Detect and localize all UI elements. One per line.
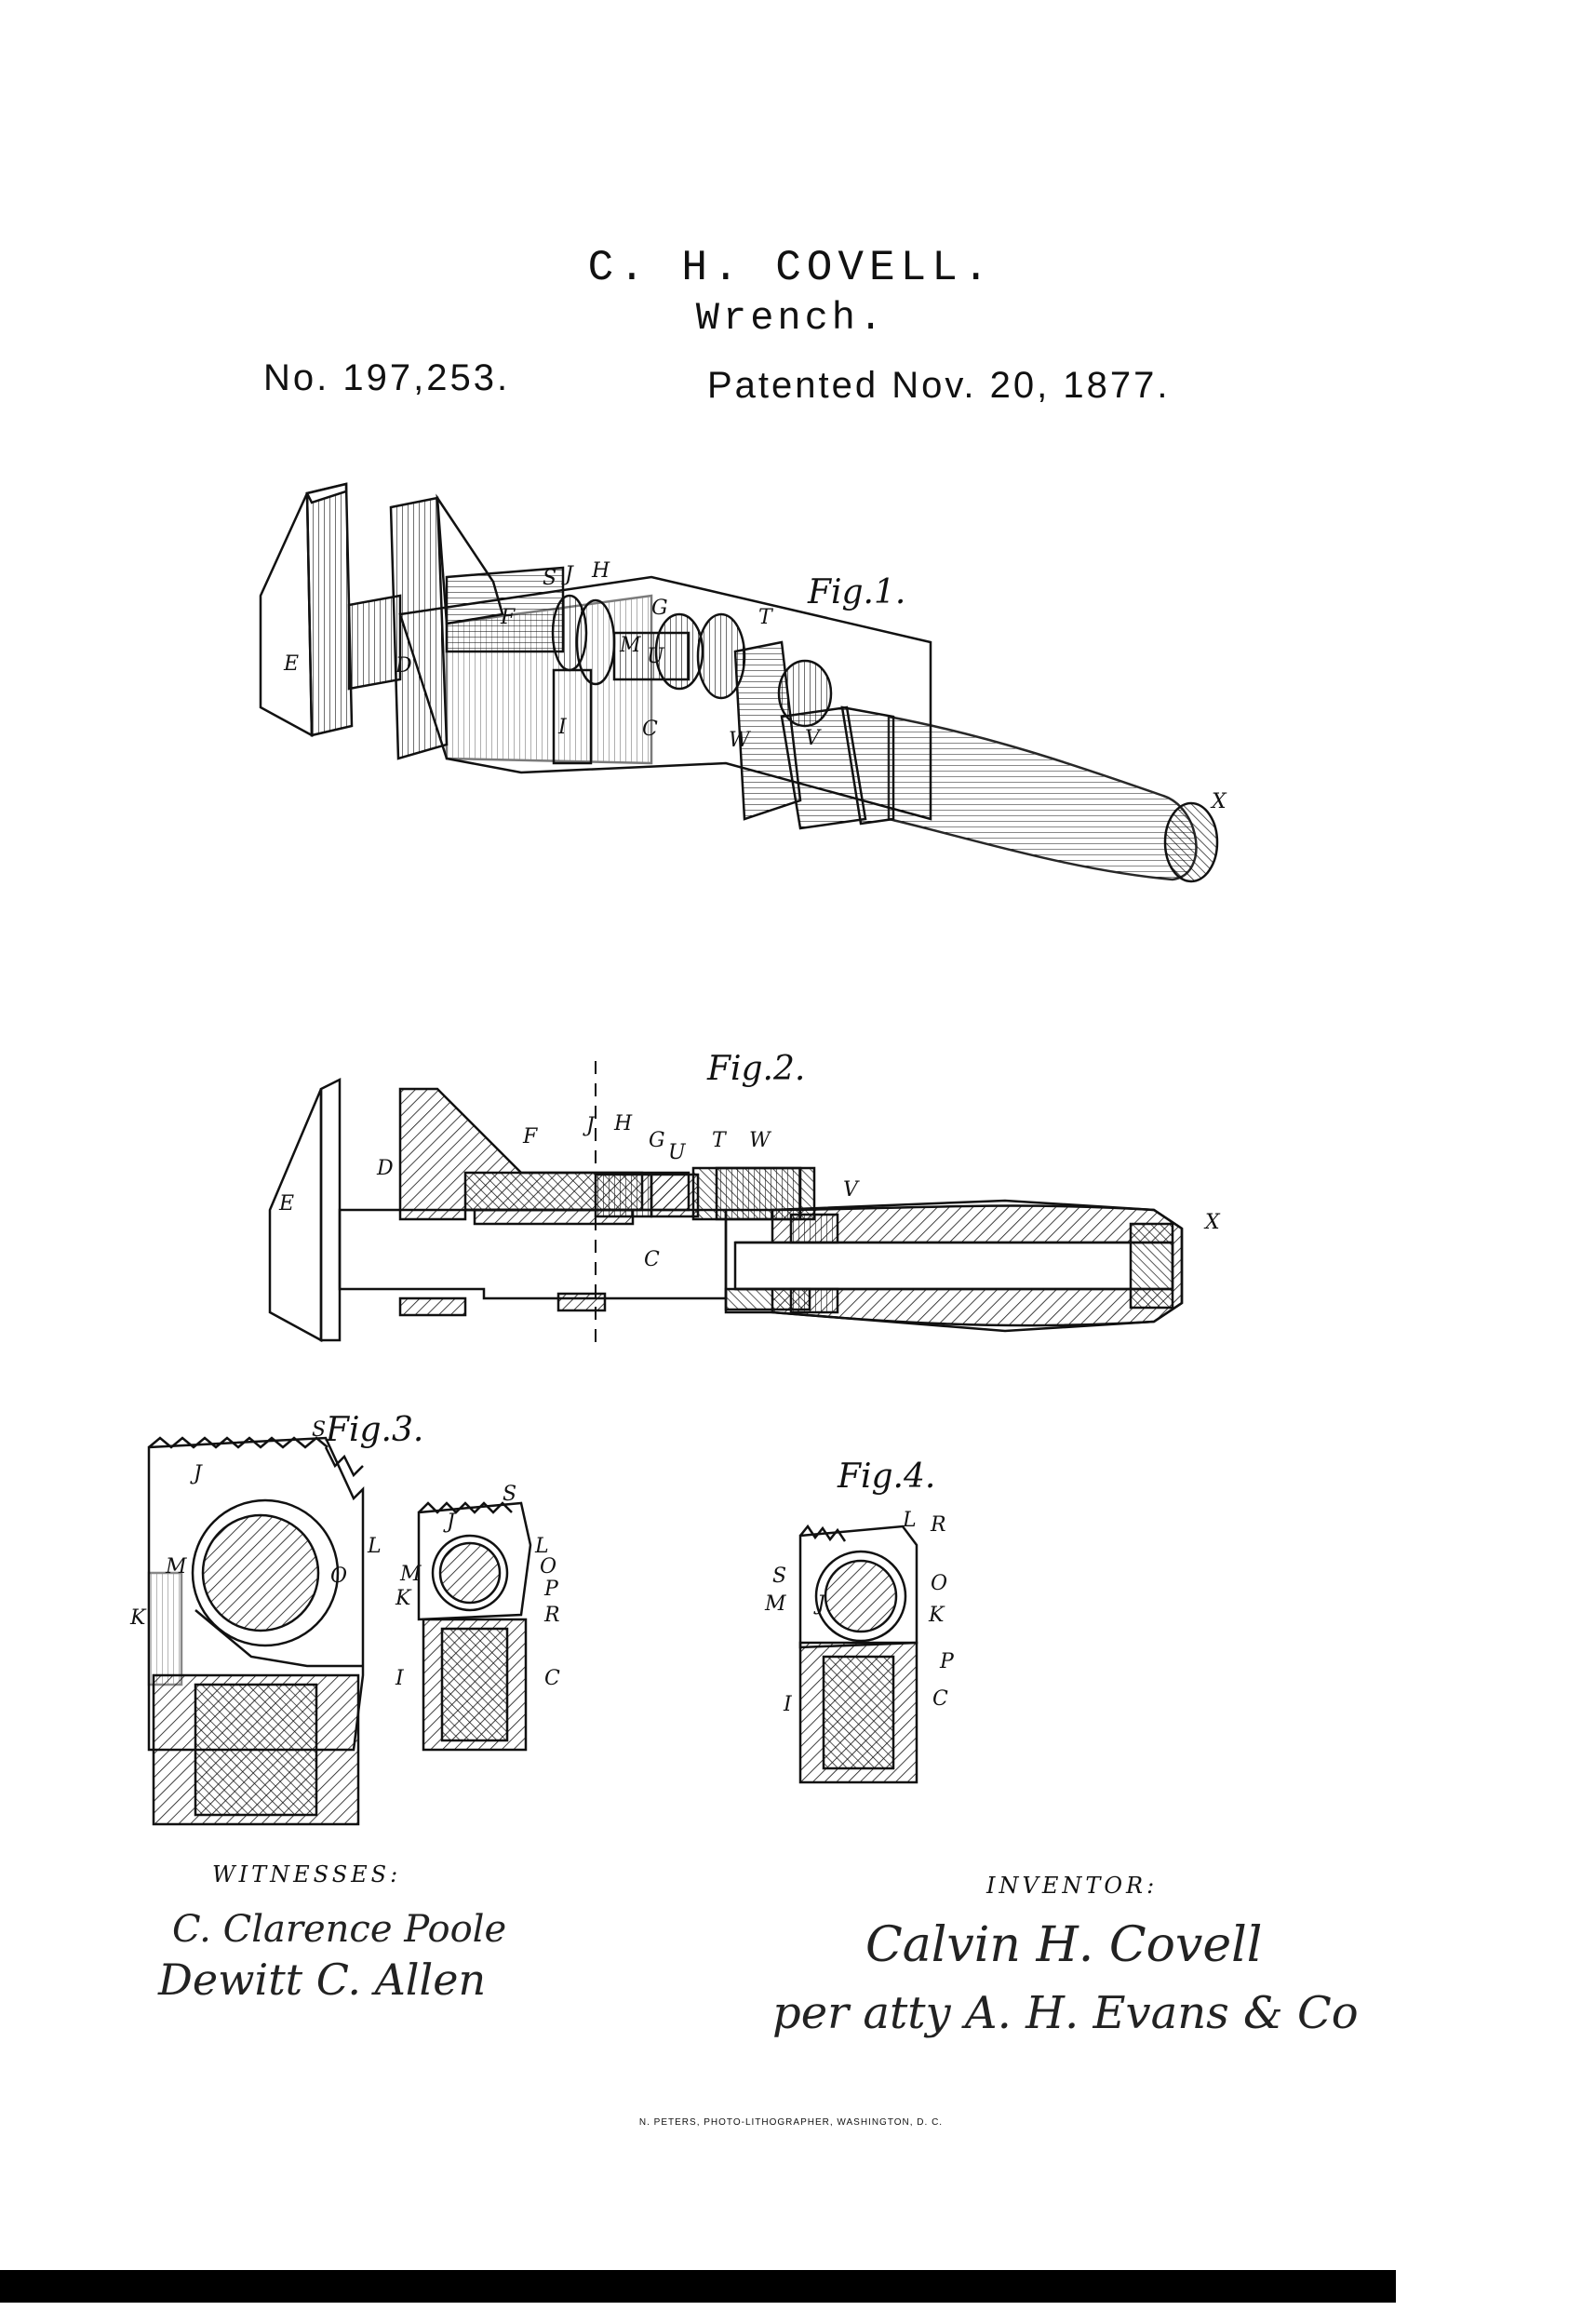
fig2-label: Fig.2.	[707, 1050, 806, 1088]
svg-text:U: U	[647, 645, 664, 668]
svg-text:J: J	[194, 1462, 202, 1485]
svg-text:S: S	[772, 1565, 787, 1588]
svg-text:V: V	[805, 727, 820, 750]
inventor-name-heading: C. H. COVELL.	[587, 244, 995, 292]
svg-text:K: K	[396, 1587, 411, 1610]
witness-signature-1: C. Clarence Poole	[172, 1908, 507, 1951]
svg-text:G: G	[651, 597, 668, 620]
fig1-label: Fig.1.	[808, 573, 906, 611]
patent-date: Patented Nov. 20, 1877.	[707, 365, 1171, 406]
svg-text:S: S	[312, 1418, 327, 1442]
svg-text:C: C	[544, 1667, 560, 1690]
svg-text:P: P	[940, 1650, 954, 1673]
svg-text:W: W	[749, 1129, 771, 1152]
patent-number: No. 197,253.	[263, 357, 511, 398]
svg-text:F: F	[501, 606, 516, 629]
svg-text:I: I	[784, 1693, 792, 1716]
svg-text:H: H	[592, 559, 610, 583]
svg-text:O: O	[330, 1565, 348, 1588]
svg-text:X: X	[1205, 1211, 1220, 1234]
svg-text:C: C	[932, 1687, 948, 1711]
witness-signature-2: Dewitt C. Allen	[158, 1955, 487, 2005]
attorney-signature: per atty A. H. Evans & Co	[772, 1987, 1359, 2039]
svg-text:D: D	[377, 1157, 394, 1180]
svg-text:J: J	[586, 1114, 595, 1137]
svg-text:L: L	[903, 1509, 917, 1532]
svg-text:J: J	[565, 563, 573, 586]
invention-title: Wrench.	[695, 296, 887, 341]
svg-text:C: C	[644, 1248, 660, 1271]
svg-text:F: F	[523, 1125, 538, 1149]
svg-text:K: K	[929, 1604, 945, 1627]
svg-text:R: R	[931, 1513, 946, 1537]
svg-text:E: E	[284, 652, 300, 676]
svg-text:X: X	[1212, 790, 1227, 813]
svg-text:L: L	[535, 1535, 549, 1558]
svg-text:M: M	[620, 634, 641, 657]
fig3-label: Fig.3.	[326, 1411, 424, 1449]
svg-text:V: V	[843, 1178, 858, 1202]
lithographer-imprint: N. PETERS, PHOTO-LITHOGRAPHER, WASHINGTON, D. C.	[638, 2117, 944, 2128]
svg-text:M: M	[765, 1592, 786, 1616]
svg-text:T: T	[712, 1129, 726, 1152]
svg-text:G: G	[649, 1129, 665, 1152]
svg-text:D: D	[396, 654, 412, 678]
svg-text:K: K	[130, 1606, 146, 1630]
svg-text:H: H	[614, 1112, 633, 1135]
svg-text:W: W	[729, 729, 750, 752]
fig4-drawing	[800, 1526, 917, 1782]
svg-text:J: J	[447, 1511, 455, 1534]
svg-text:S: S	[503, 1483, 517, 1506]
svg-text:I: I	[558, 716, 567, 739]
svg-text:M: M	[400, 1563, 422, 1586]
fig3-drawing	[149, 1438, 530, 1824]
svg-text:R: R	[544, 1604, 560, 1627]
svg-text:S: S	[543, 567, 557, 590]
scan-border-bar	[0, 2270, 1396, 2303]
svg-text:J: J	[817, 1592, 825, 1616]
svg-text:U: U	[668, 1141, 686, 1164]
svg-text:L: L	[368, 1535, 382, 1558]
fig1-drawing	[261, 484, 1217, 881]
fig4-label: Fig.4.	[838, 1458, 936, 1496]
fig2-drawing	[270, 1061, 1182, 1350]
inventor-label: INVENTOR:	[986, 1873, 1159, 1899]
witnesses-label: WITNESSES:	[212, 1861, 402, 1887]
svg-text:O: O	[540, 1555, 557, 1578]
svg-text:C: C	[642, 718, 658, 741]
svg-text:I: I	[396, 1667, 404, 1690]
svg-text:P: P	[544, 1578, 558, 1601]
svg-text:E: E	[279, 1192, 295, 1216]
svg-text:M: M	[166, 1555, 187, 1578]
inventor-signature: Calvin H. Covell	[865, 1917, 1263, 1973]
svg-text:T: T	[758, 606, 772, 629]
svg-text:O: O	[931, 1572, 948, 1595]
